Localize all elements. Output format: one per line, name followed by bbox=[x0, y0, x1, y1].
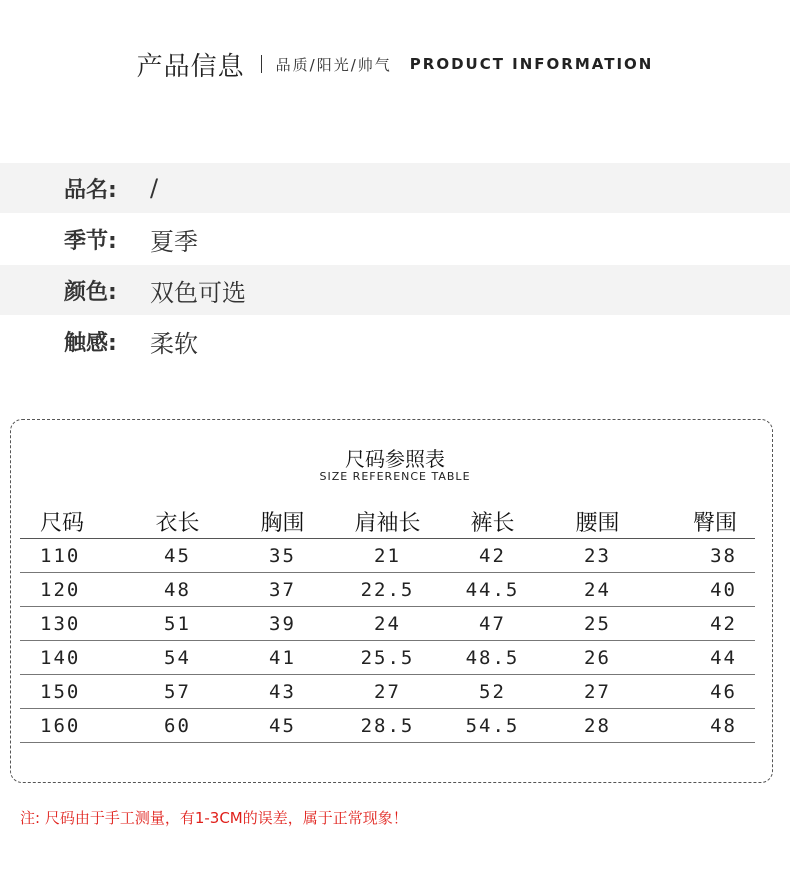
table-cell: 39 bbox=[230, 607, 335, 641]
column-header: 裤长 bbox=[440, 504, 545, 539]
info-label: 品名: bbox=[64, 177, 117, 203]
table-cell: 120 bbox=[20, 573, 125, 607]
table-cell: 60 bbox=[125, 709, 230, 743]
size-table-subtitle: SIZE REFERENCE TABLE bbox=[319, 470, 471, 483]
info-value: 双色可选 bbox=[150, 278, 246, 307]
column-header: 臀围 bbox=[650, 504, 755, 539]
table-cell: 51 bbox=[125, 607, 230, 641]
info-row-season bbox=[0, 214, 790, 264]
table-cell: 28.5 bbox=[335, 709, 440, 743]
table-row bbox=[20, 641, 755, 675]
column-header: 肩袖长 bbox=[335, 504, 440, 539]
column-header: 衣长 bbox=[125, 504, 230, 539]
product-info-header bbox=[0, 44, 790, 84]
table-row bbox=[20, 539, 755, 573]
column-header: 腰围 bbox=[545, 504, 650, 539]
measurement-note: 注: 尺码由于手工测量，有1-3CM的误差，属于正常现象！ bbox=[20, 809, 408, 827]
column-header: 胸围 bbox=[230, 504, 335, 539]
table-cell: 43 bbox=[230, 675, 335, 709]
table-cell: 42 bbox=[440, 539, 545, 573]
table-row bbox=[20, 607, 755, 641]
table-cell: 54.5 bbox=[440, 709, 545, 743]
table-row bbox=[20, 573, 755, 607]
info-label: 触感: bbox=[64, 330, 117, 356]
size-table-title: 尺码参照表 bbox=[345, 447, 445, 471]
table-header-row bbox=[20, 504, 755, 539]
table-cell: 37 bbox=[230, 573, 335, 607]
table-cell: 35 bbox=[230, 539, 335, 573]
table-cell: 23 bbox=[545, 539, 650, 573]
table-cell: 47 bbox=[440, 607, 545, 641]
table-cell: 160 bbox=[20, 709, 125, 743]
table-cell: 41 bbox=[230, 641, 335, 675]
table-cell: 26 bbox=[545, 641, 650, 675]
table-cell: 28 bbox=[545, 709, 650, 743]
info-value: 夏季 bbox=[150, 227, 198, 256]
table-cell: 140 bbox=[20, 641, 125, 675]
title-divider bbox=[261, 55, 262, 73]
table-cell: 48 bbox=[650, 709, 755, 743]
table-cell: 54 bbox=[125, 641, 230, 675]
table-cell: 48 bbox=[125, 573, 230, 607]
table-cell: 44 bbox=[650, 641, 755, 675]
table-cell: 21 bbox=[335, 539, 440, 573]
table-cell: 45 bbox=[125, 539, 230, 573]
page-title-english: PRODUCT INFORMATION bbox=[409, 55, 654, 73]
table-cell: 27 bbox=[335, 675, 440, 709]
table-cell: 48.5 bbox=[440, 641, 545, 675]
table-cell: 25 bbox=[545, 607, 650, 641]
column-header: 尺码 bbox=[20, 504, 125, 539]
page-subtitle: 品质/阳光/帅气 bbox=[275, 55, 392, 74]
info-row-color bbox=[0, 265, 790, 315]
table-cell: 45 bbox=[230, 709, 335, 743]
info-label: 颜色: bbox=[64, 279, 117, 305]
table-cell: 24 bbox=[335, 607, 440, 641]
page-title: 产品信息 bbox=[136, 51, 245, 82]
table-cell: 130 bbox=[20, 607, 125, 641]
table-cell: 46 bbox=[650, 675, 755, 709]
info-label: 季节: bbox=[64, 228, 117, 254]
info-row-texture bbox=[0, 316, 790, 366]
info-value: / bbox=[150, 174, 159, 202]
table-row bbox=[20, 675, 755, 709]
table-cell: 44.5 bbox=[440, 573, 545, 607]
info-row-name bbox=[0, 163, 790, 213]
table-cell: 38 bbox=[650, 539, 755, 573]
table-cell: 57 bbox=[125, 675, 230, 709]
table-cell: 22.5 bbox=[335, 573, 440, 607]
table-cell: 42 bbox=[650, 607, 755, 641]
info-value: 柔软 bbox=[150, 329, 198, 358]
table-cell: 110 bbox=[20, 539, 125, 573]
table-cell: 40 bbox=[650, 573, 755, 607]
table-cell: 24 bbox=[545, 573, 650, 607]
table-cell: 52 bbox=[440, 675, 545, 709]
table-cell: 150 bbox=[20, 675, 125, 709]
table-cell: 27 bbox=[545, 675, 650, 709]
size-table bbox=[20, 504, 755, 743]
table-cell: 25.5 bbox=[335, 641, 440, 675]
table-row bbox=[20, 709, 755, 743]
